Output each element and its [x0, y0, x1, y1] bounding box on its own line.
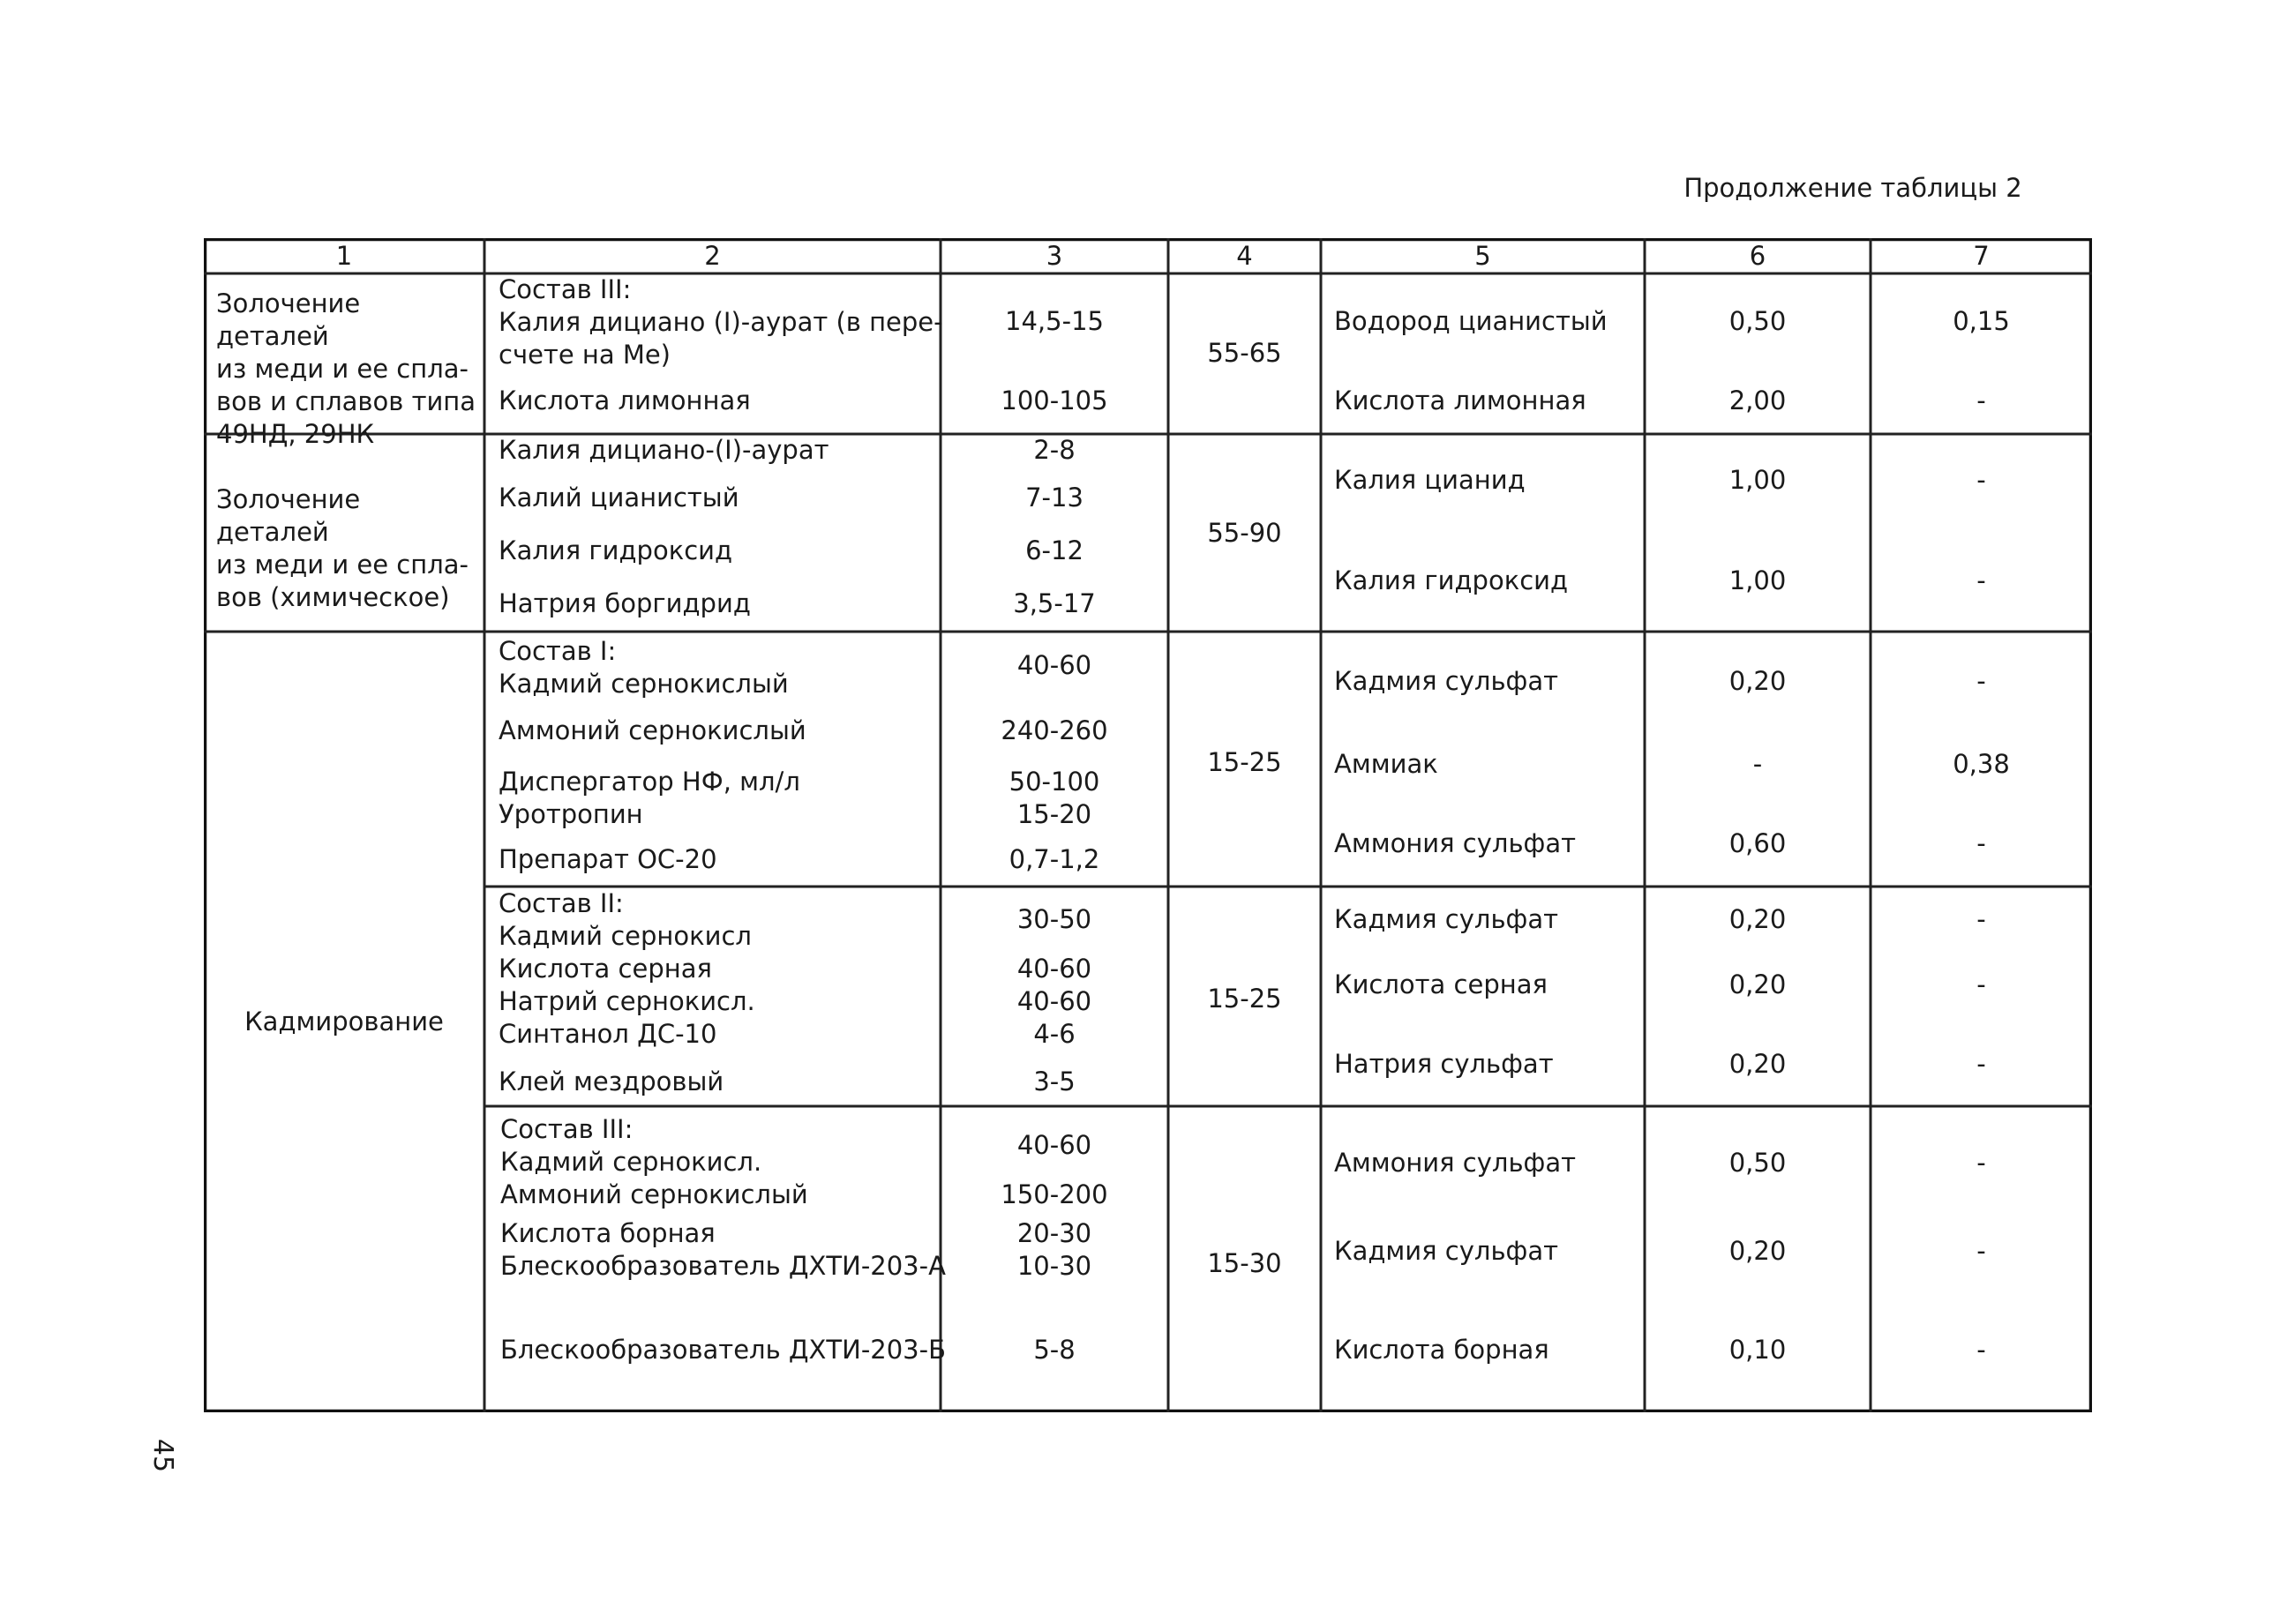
- process-name: Золочение деталей из меди и ее спла- вов и сплавов типа 49НД, 29НК: [216, 288, 476, 449]
- concentration-cell: 20-30 10-30: [1016, 1218, 1092, 1281]
- value-cell: 0,10: [1728, 1335, 1787, 1365]
- process-name: Кадмирование: [244, 1007, 444, 1037]
- substance-cell: Кислота лимонная: [1334, 385, 1586, 415]
- component-cell: Калий цианистый: [499, 483, 739, 513]
- substance-cell: Калия цианид: [1334, 465, 1526, 495]
- value-cell: -: [1976, 385, 1986, 415]
- concentration-cell: 2-8: [1033, 435, 1076, 465]
- component-cell: Натрия боргидрид: [499, 588, 751, 618]
- concentration-cell: 6-12: [1025, 535, 1084, 565]
- component-cell: Состав I: Кадмий сернокислый: [499, 636, 789, 699]
- process-name: Золочение деталей из меди и ее спла- вов (химическое): [216, 484, 469, 612]
- concentration-cell: 40-60: [1016, 650, 1092, 680]
- concentration-cell: 150-200: [1001, 1179, 1108, 1209]
- value-cell: -: [1976, 465, 1986, 495]
- substance-cell: Водород цианистый: [1334, 306, 1608, 336]
- value-cell: 0,20: [1728, 666, 1787, 696]
- concentration-cell: 50-100 15-20: [1009, 767, 1100, 829]
- value-cell: 0,20: [1728, 969, 1787, 999]
- value-cell: 1,00: [1728, 465, 1787, 495]
- concentration-cell: 14,5-15: [1005, 306, 1104, 336]
- page-number: 45: [147, 1438, 179, 1473]
- value-cell: -: [1976, 1148, 1986, 1178]
- value-cell: -: [1976, 904, 1986, 934]
- concentration-cell: 240-260: [1001, 715, 1108, 745]
- temperature-cell: 15-25: [1207, 747, 1282, 777]
- substance-cell: Кадмия сульфат: [1334, 1236, 1558, 1266]
- value-cell: 1,00: [1728, 565, 1787, 595]
- substance-cell: Кислота серная: [1334, 969, 1548, 999]
- value-cell: -: [1976, 1049, 1986, 1079]
- component-cell: Состав III: Кадмий сернокисл.: [500, 1114, 762, 1177]
- component-cell: Кислота серная Натрий сернокисл. Синтанол ДС-10: [499, 954, 755, 1049]
- value-cell: 0,60: [1728, 828, 1787, 858]
- component-cell: Диспергатор НФ, мл/л Уротропин: [499, 767, 800, 829]
- concentration-cell: 30-50: [1016, 904, 1092, 934]
- concentration-cell: 40-60: [1016, 1130, 1092, 1160]
- substance-cell: Калия гидроксид: [1334, 565, 1569, 595]
- substance-cell: Кадмия сульфат: [1334, 904, 1558, 934]
- component-cell: Состав III: Калия дициано (I)-аурат (в пере- счете на Ме): [499, 274, 943, 370]
- substance-cell: Аммония сульфат: [1334, 1148, 1576, 1178]
- concentration-cell: 0,7-1,2: [1009, 844, 1100, 874]
- concentration-cell: 7-13: [1025, 483, 1084, 513]
- table-caption: Продолжение таблицы 2: [1683, 173, 2022, 203]
- value-cell: 0,20: [1728, 1049, 1787, 1079]
- component-cell: Калия гидроксид: [499, 535, 733, 565]
- component-cell: Аммоний сернокислый: [499, 715, 806, 745]
- component-cell: Калия дициано-(I)-аурат: [499, 435, 829, 465]
- value-cell: 0,38: [1953, 749, 2010, 779]
- value-cell: -: [1976, 969, 1986, 999]
- value-cell: 0,15: [1953, 306, 2010, 336]
- value-cell: 0,20: [1728, 1236, 1787, 1266]
- temperature-cell: 55-65: [1207, 338, 1282, 368]
- value-cell: -: [1752, 749, 1763, 779]
- value-cell: 0,50: [1728, 306, 1787, 336]
- header-col-4: 4: [1236, 241, 1253, 271]
- component-cell: Клей мездровый: [499, 1066, 724, 1096]
- concentration-cell: 3-5: [1033, 1066, 1076, 1096]
- concentration-cell: 3,5-17: [1013, 588, 1096, 618]
- component-cell: Кислота борная Блескообразователь ДХТИ-203-А: [500, 1218, 946, 1281]
- concentration-cell: 40-60 40-60 4-6: [1016, 954, 1092, 1049]
- value-cell: -: [1976, 565, 1986, 595]
- header-col-2: 2: [704, 241, 721, 271]
- component-cell: Состав II: Кадмий сернокисл: [499, 888, 752, 951]
- value-cell: 2,00: [1728, 385, 1787, 415]
- component-cell: Препарат ОС-20: [499, 844, 717, 874]
- temperature-cell: 15-30: [1207, 1248, 1282, 1278]
- concentration-cell: 5-8: [1033, 1335, 1076, 1365]
- temperature-cell: 15-25: [1207, 984, 1282, 1014]
- substance-cell: Аммония сульфат: [1334, 828, 1576, 858]
- value-cell: -: [1976, 1335, 1986, 1365]
- component-cell: Блескообразователь ДХТИ-203-Б: [500, 1335, 946, 1365]
- substance-cell: Кислота борная: [1334, 1335, 1549, 1365]
- value-cell: -: [1976, 828, 1986, 858]
- value-cell: -: [1976, 666, 1986, 696]
- concentration-cell: 100-105: [1001, 385, 1108, 415]
- header-col-7: 7: [1973, 241, 1990, 271]
- substance-cell: Натрия сульфат: [1334, 1049, 1554, 1079]
- value-cell: 0,50: [1728, 1148, 1787, 1178]
- header-col-3: 3: [1046, 241, 1063, 271]
- header-col-5: 5: [1474, 241, 1491, 271]
- header-col-6: 6: [1749, 241, 1766, 271]
- header-col-1: 1: [335, 241, 353, 271]
- component-cell: Кислота лимонная: [499, 385, 751, 415]
- value-cell: 0,20: [1728, 904, 1787, 934]
- substance-cell: Аммиак: [1334, 749, 1438, 779]
- temperature-cell: 55-90: [1207, 518, 1282, 548]
- value-cell: -: [1976, 1236, 1986, 1266]
- substance-cell: Кадмия сульфат: [1334, 666, 1558, 696]
- component-cell: Аммоний сернокислый: [500, 1179, 808, 1209]
